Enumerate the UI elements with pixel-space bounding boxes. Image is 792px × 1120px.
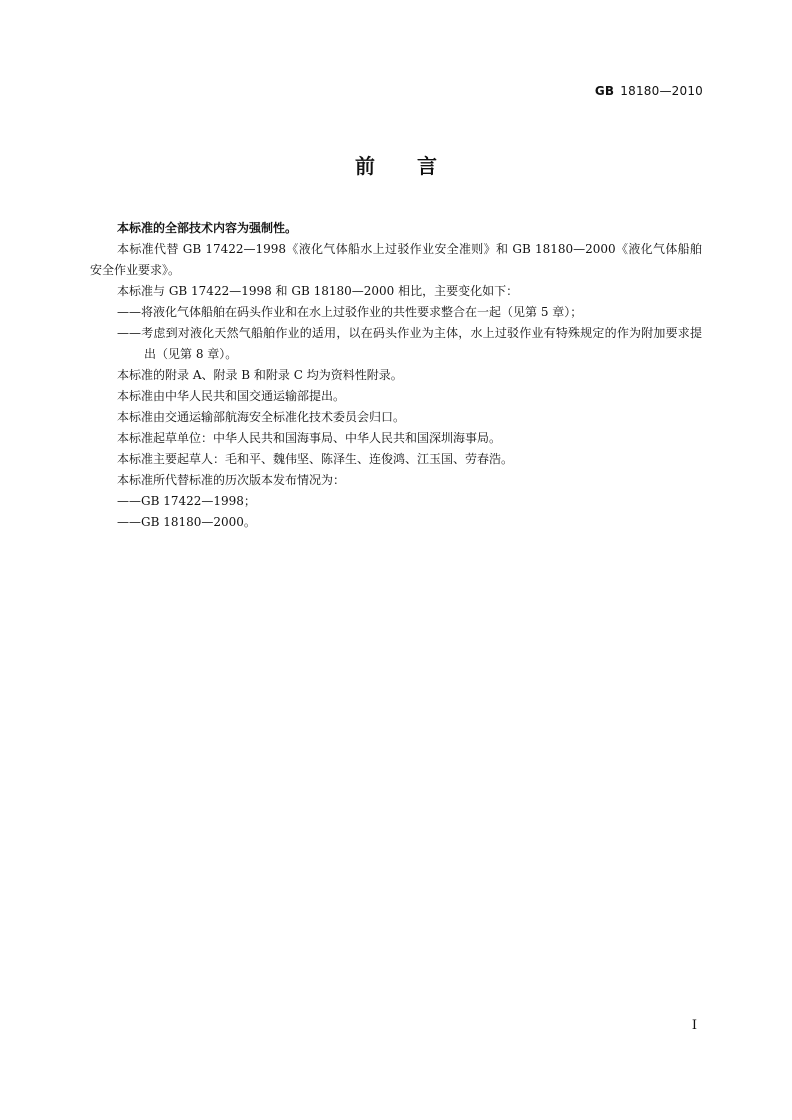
drafting-units-paragraph: 本标准起草单位：中华人民共和国海事局、中华人民共和国深圳海事局。 xyxy=(117,431,502,445)
page-number: I xyxy=(691,1018,697,1033)
drafters-paragraph: 本标准主要起草人：毛和平、魏伟坚、陈泽生、连俊鸿、江玉国、劳春浩。 xyxy=(117,452,514,466)
standard-number: 18180—2010 xyxy=(620,84,703,98)
appendix-paragraph: 本标准的附录 A、附录 B 和附录 C 均为资料性附录。 xyxy=(117,368,403,382)
standard-code-header xyxy=(595,84,703,98)
page-title: 前言 xyxy=(355,154,479,178)
change-item-2: ——考虑到对液化天然气船舶作业的适用，以在码头作业为主体，水上过驳作业有特殊规定的作为附加要求提出（见第 8 章）。 xyxy=(117,326,702,361)
previous-edition-item-1: ——GB 17422—1998； xyxy=(117,494,256,508)
changes-intro-paragraph: 本标准与 GB 17422—1998 和 GB 18180—2000 相比，主要变化如下： xyxy=(117,284,519,298)
change-item-1: ——将液化气体船舶在码头作业和在水上过驳作业的共性要求整合在一起（见第 5 章）； xyxy=(117,305,583,319)
previous-editions-paragraph: 本标准所代替标准的历次版本发布情况为： xyxy=(117,473,346,487)
previous-edition-item-2: ——GB 18180—2000。 xyxy=(117,515,256,529)
proposer-paragraph: 本标准由中华人民共和国交通运输部提出。 xyxy=(117,389,346,403)
committee-paragraph: 本标准由交通运输部航海安全标准化技术委员会归口。 xyxy=(117,410,406,424)
standard-prefix: GB xyxy=(594,84,615,98)
mandatory-statement: 本标准的全部技术内容为强制性。 xyxy=(117,221,298,235)
replacement-paragraph: 本标准代替 GB 17422—1998《液化气体船水上过驳作业安全准则》和 GB 18180—2000《液化气体船舶安全作业要求》。 xyxy=(90,242,702,277)
foreword-body xyxy=(90,218,702,533)
